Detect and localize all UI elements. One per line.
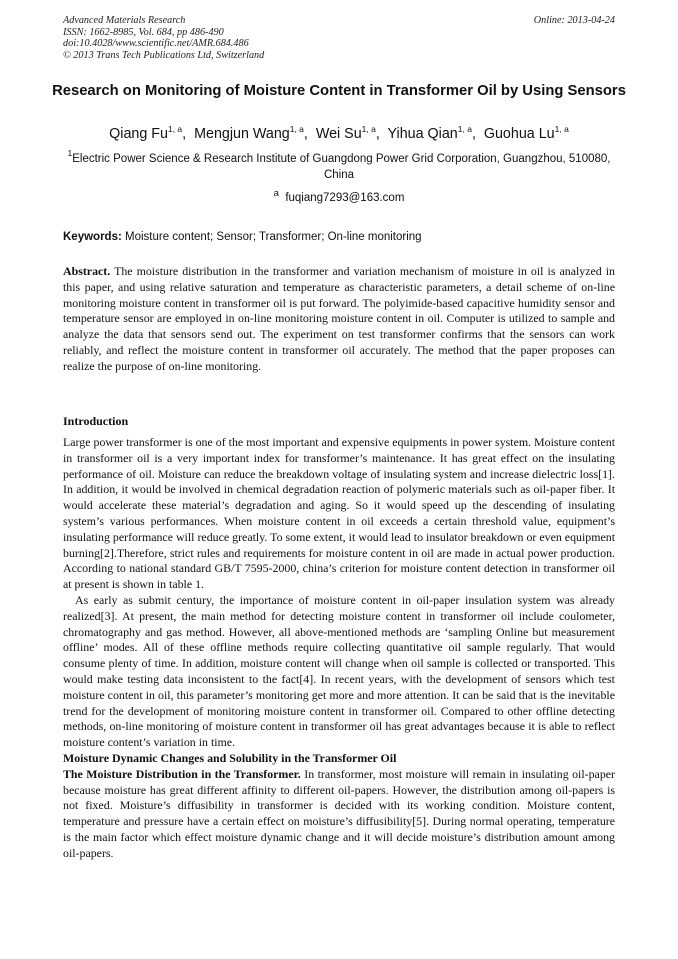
abstract-text: The moisture distribution in the transformer and variation mechanism of moisture in oil is analyzed in this paper, and using relative saturation and temperature as characteristic parameters, a detail scheme of on-line monitoring moisture content in transformer oil is put forward. The polyimide-based capacitive humidity sensor and temperature sensor are employed in on-line monitoring moisture content in oil. Computer is utilized to sample and analyze the data that sensors send out. The experiment on test transformer confirms that the sensors can work reliably, and reflect the moisture content in transformer oil accurately. The method that the paper proposes can realize the purpose of on-line monitoring. <box>63 264 616 373</box>
section-heading: Moisture Dynamic Changes and Solubility in the Transformer Oil <box>63 750 397 765</box>
intro-paragraph-1: Large power transformer is one of the most important and expensive equipments in power system. Moisture content in transformer oil is a very important index for transformer’s maintenance. It has great effect on the insulating performance of oil. Moisture can reduce the breakdown voltage of insulating system and increase dielectric loss[1]. In addition, it would be involved in chemical degradation reaction of polymeric materials such as oil-paper fiber. It would accelerate these material’s degradation and aging. So it would speed up the descending of insulating system’s various performances. When moisture content in oil exceeds a certain threshold value, equipment’s insulating performance will reduce greatly. To some extent, it would lead to insulator breakdown or even equipment burning[2].Therefore, strict rules and requirements for moisture content in oil are made in actual power production. According to national standard GB/T 7595-2000, china’s criterion for moisture content detection in transformer oil at present is shown in table 1. <box>63 435 615 592</box>
journal-header <box>63 15 264 61</box>
section-paragraph <box>63 767 615 862</box>
online-date: Online: 2013-04-24 <box>533 15 615 26</box>
subsection-text: In transformer, most moisture will remain in insulating oil-paper because moisture has great different affinity to different oil-papers. However, the distribution among oil-papers is not fixed. Moisture’s diffusibility in transformer is decided with its working condition. Moisture content, temperature and pressure have a certain effect on moisture’s diffusibility[5]. During normal operating, temperature is the main factor which effect moisture dynamic change and it will decide moisture’s distribution amount among oil-papers. <box>63 766 615 860</box>
author-name: Yihua Qian <box>387 126 458 142</box>
affiliation <box>60 148 618 183</box>
body-text <box>63 435 615 862</box>
author-name: Qiang Fu <box>109 126 168 142</box>
author-name: Wei Su <box>315 126 362 142</box>
author-mark: 1, a <box>289 124 304 134</box>
author-mark: 1, a <box>167 124 183 134</box>
doi-line: doi:10.4028/www.scientific.net/AMR.684.486 <box>63 38 249 49</box>
email-line <box>60 186 618 206</box>
author-mark: 1, a <box>361 124 376 134</box>
copyright-line: © 2013 Trans Tech Publications Ltd, Switzerland <box>63 49 265 61</box>
affiliation-text: Electric Power Science & Research Institute of Guangdong Power Grid Corporation, Guangzhou, 510080, China <box>72 153 611 181</box>
keywords-label: Keywords: <box>63 231 122 243</box>
paper-title: Research on Monitoring of Moisture Content in Transformer Oil by Using Sensors <box>52 83 626 99</box>
author-list: Qiang Fu$^{1, a}$, Mengjun Wang$^{1, a}$, Wei Su$^{1, a}$, Yihua Qian$^{1, a}$, Guohua Lu$^{1, a}$ <box>109 124 569 142</box>
issn-line: ISSN: 1662-8985, Vol. 684, pp 486-490 <box>63 26 224 38</box>
author-mark: 1, a <box>554 124 569 134</box>
author-mark: 1, a <box>457 124 472 134</box>
subsection-run-in-heading: The Moisture Distribution in the Transformer. <box>63 766 301 781</box>
abstract <box>63 264 615 375</box>
author-name: Mengjun Wang <box>194 126 290 142</box>
affiliation-mark: 1 <box>67 148 73 158</box>
intro-paragraph-2: As early as submit century, the importance of moisture content in oil-paper insulation system was already realized[3]. At present, the main method for detecting moisture content in transformer oil include coulometer, chromatography and gas method. However, all above-mentioned methods are ‘sampling Online but measurement offline’ modes. All of these offline methods require collecting quantitative oil sample regularly. That would consume plenty of time. In addition, moisture content will change when oil sample is collected or transported. This would make testing data inconsistent to the fact[4]. In recent years, with the development of sensors which test moisture content in oil, this parameter’s monitoring get more and more attention. It can be said that is the inevitable trend for the development of monitoring moisture content in transformer oil. Compared to other offline detecting methods, on-line monitoring of moisture content in transformer oil has great advantages because it is able to reflect moisture content’s variation in time. <box>63 592 615 750</box>
abstract-label: Abstract. <box>63 264 111 278</box>
email-mark: a <box>273 188 279 199</box>
introduction-heading: Introduction <box>63 414 129 428</box>
email-address: fuqiang7293@163.com <box>285 191 405 204</box>
keywords <box>63 230 422 244</box>
author-name: Guohua Lu <box>483 126 555 142</box>
journal-name: Advanced Materials Research <box>63 15 186 26</box>
keywords-text: Moisture content; Sensor; Transformer; On-line monitoring <box>125 231 422 243</box>
